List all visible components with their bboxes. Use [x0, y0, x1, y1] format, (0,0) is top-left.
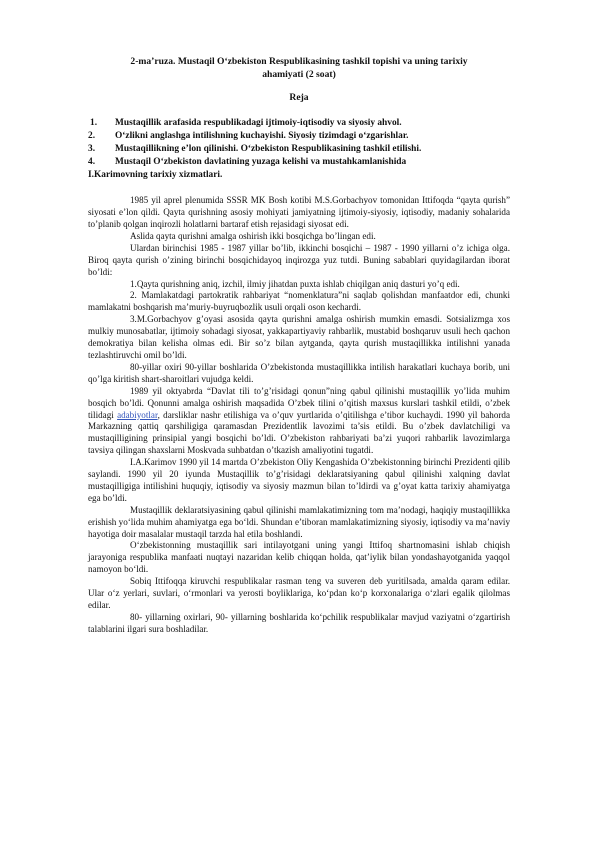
plan-text: Mustaqillikning e’lon qilinishi. O‘zbekiston Respublikasining tashkil etilishi. — [115, 144, 422, 155]
title-line-1: 2-ma’ruza. Mustaqil O‘zbekiston Respublikasining tashkil topishi va uning tarixiy — [130, 56, 468, 67]
paragraph: 1.Qayta qurishning aniq, izchil, ilmiy jihatdan puxta ishlab chiqilgan aniq dasturi yo’q edi. — [130, 278, 460, 289]
plan-item-4-continuation: I.Karimovning tarixiy xizmatlari. — [88, 170, 223, 181]
plan-heading: Reja — [289, 92, 309, 104]
paragraph-text: , darsliklar nashr etilishiga va o’quv yurtlarida o’qitilishga e’tibor kuchaydi. 1990 yil bahorda Markazning qattiq qarshiligiga qaramasdan Prezidentlik lavozimi ta’sis etildi. Bu o’zbek davlatchiligi va mustaqilligining prinsipial yangi bosqichi bo’ldi. O’zbekiston rahbariyati ba’zi yuqori rahbarlik lavozimlarga tavsiya qilingan shaxslarni Moskvada suhbatdan o’tkazish amaliyotini tugatdi. — [88, 409, 510, 456]
title-line-2: ahamiyati (2 soat) — [262, 68, 336, 80]
plan-number: 1. — [90, 118, 98, 129]
plan-list — [88, 117, 510, 182]
plan-text: Mustaqillik arafasida respublikadagi ijtimoiy-iqtisodiy va siyosiy ahvol. — [115, 118, 402, 129]
plan-text: O‘zlikni anglashga intilishning kuchayishi. Siyosiy tizimdagi o‘zgarishlar. — [115, 131, 409, 142]
plan-item-4 — [88, 156, 510, 169]
plan-item-3 — [88, 143, 510, 156]
paragraph: I.A.Karimov 1990 yil 14 martda O’zbekiston Oliy Kengashida O’zbekistonning birinchi Prezidenti qilib saylandi. 1990 yil 20 iyunda Mustaqillik to’g’risidagi deklaratsiyaning qabul qilinishi xalqning davlat mustaqilligiga intilishini huquqiy, iqtisodiy va siyosiy mazmun bilan to’ldirdi va g’oyat katta tarixiy ahamiyatga ega bo’ldi. — [88, 457, 510, 503]
document-page — [88, 56, 510, 636]
plan-number: 3. — [88, 144, 96, 155]
lecture-body — [88, 195, 510, 636]
paragraph: 80- yillarning oxirlari, 90- yillarning boshlarida ko‘pchilik respublikalar mavjud vaziyatni o‘zgartirish talablarini ilgari sura boshladilar. — [88, 611, 510, 634]
paragraph-language-law — [88, 386, 510, 457]
paragraph: Ulardan birinchisi 1985 - 1987 yillar bo’lib, ikkinchi bosqichi – 1987 - 1990 yillarni o’z ichiga olga. Biroq qayta qurish o’zining birinchi bosqichidayoq inqirozga yuz tutdi. Buning sabablari quyidagilardan iborat bo’ldi: — [88, 242, 510, 277]
adabiyotlar-link[interactable]: adabiyotlar — [117, 409, 158, 420]
paragraph: 1985 yil aprel plenumida SSSR MK Bosh kotibi M.S.Gorbachyov tomonidan Ittifoqda “qayta qurish” siyosati e’lon qildi. Qayta qurishning asosiy mohiyati jamiyatning ijtimoiy-siyosiy, iqtisodiy, madaniy sohalarida to’planib qolgan inqirozli holatlarni bartaraf etish rejasidagi siyosat edi. — [88, 195, 510, 229]
plan-item-1 — [88, 117, 510, 130]
plan-number: 4. — [88, 157, 96, 168]
plan-item-2 — [88, 130, 510, 143]
paragraph: Sobiq Ittifoqqa kiruvchi respublikalar rasman teng va suveren deb yuritilsada, amalda qaram edilar. Ular o‘z yerlari, suvlari, o‘rmonlari va yerosti boyliklariga, ko‘pdan ko‘p korxonalariga o‘zlari egalik qilolmas edilar. — [88, 576, 510, 610]
paragraph: Mustaqillik deklaratsiyasining qabul qilinishi mamlakatimizning tom ma’nodagi, haqiqiy mustaqillikka erishish yo‘lida muhim ahamiyatga ega bo‘ldi. Shundan e’tiboran mamlakatimizning siyosiy, iqtisodiy va ma’naviy hayotiga doir masalalar mustaqil tarzda hal etila boshlandi. — [88, 504, 510, 539]
lecture-title — [88, 56, 510, 81]
paragraph: O‘zbekistonning mustaqillik sari intilayotgani uning yangi Ittifoq shartnomasini ishlab chiqish jarayoniga respublika manfaati nuqtayi nazaridan kelib chiqqan holda, qat’iylik bilan yondashayotganida yaqqol namoyon bo‘ldi. — [88, 540, 510, 575]
paragraph: Aslida qayta qurishni amalga oshirish ikki bosqichga bo’lingan edi. — [130, 230, 376, 241]
plan-text: Mustaqil O‘zbekiston davlatining yuzaga kelishi va mustahkamlanishida — [115, 157, 407, 168]
plan-number: 2. — [88, 131, 96, 142]
paragraph: 3.M.Gorbachyov g’oyasi asosida qayta qurishni amalga oshirish mumkin emasdi. Sotsializmga xos mulkiy munosabatlar, ijtimoiy sohadagi siyosat, yakkapartiyaviy rahbarlik, mustabid boshqaruv usuli hech qachon demokratiya bilan kelisha olmas edi. Bir so’z bilan aytganda, qayta qurish mustaqillikka intilishni yanada tezlashtiruvchi omil bo’ldi. — [88, 314, 510, 360]
paragraph-text: 1989 yil oktyabrda “Davlat tili to’g’risidagi qonun”ning qabul qilinishi mustaqillik yo’lida muhim bosqich bo’ldi. Qonunni amalga oshirish maqsadida O’zbek tilini o’qitish maxsus kurslari tashkil etildi, o’zbek tilidagi — [88, 385, 510, 420]
paragraph: 2. Mamlakatdagi partokratik rahbariyat “nomenklatura”ni saqlab qolishdan manfaatdor edi, chunki mamlakatni boshqarish ma’muriy-buyruqbozlik usuli orqali oson kechardi. — [88, 290, 510, 313]
paragraph: 80-yillar oxiri 90-yillar boshlarida O’zbekistonda mustaqillikka intilish harakatlari kuchaya borib, uni qo’lga kiritish shart-sharoitlari vujudga keldi. — [88, 361, 510, 384]
